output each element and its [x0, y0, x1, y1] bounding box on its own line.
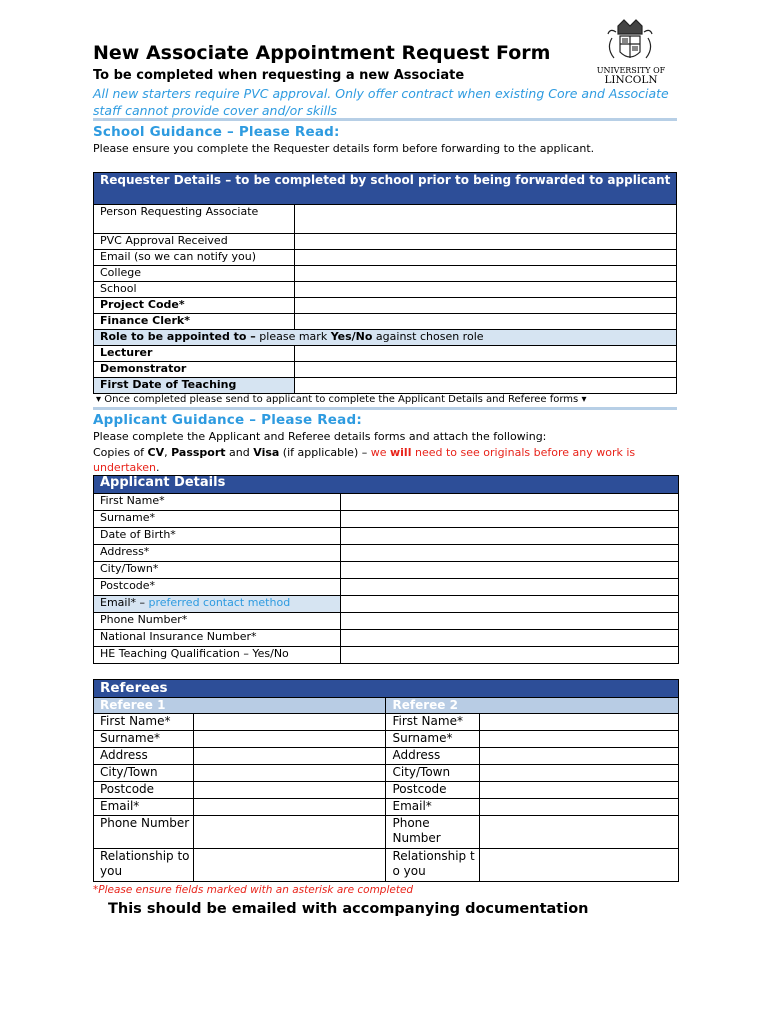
- ref2-label: Phone Number: [386, 816, 480, 849]
- applicant-table: [93, 475, 679, 664]
- ref1-label: Postcode: [94, 782, 194, 799]
- applicant-guidance-text: Please complete the Applicant and Referee details forms and attach the following: Copies of CV, Passport and Visa (if applicable) – we will need to see originals before any work is undertaken.: [93, 430, 636, 474]
- requester-input[interactable]: [294, 282, 676, 298]
- ref2-input[interactable]: [480, 748, 679, 765]
- applicant-label: Address*: [94, 545, 341, 562]
- requester-input[interactable]: [294, 298, 676, 314]
- ref1-input[interactable]: [193, 782, 386, 799]
- university-logo: [596, 18, 666, 84]
- applicant-label: National Insurance Number*: [94, 630, 341, 647]
- requester-label: College: [94, 266, 295, 282]
- applicant-label: Postcode*: [94, 579, 341, 596]
- referee-1-heading: Referee 1: [94, 698, 386, 714]
- logo-name-text: LINCOLN: [604, 74, 658, 84]
- applicant-input[interactable]: [340, 545, 678, 562]
- role-mid: please mark: [255, 330, 331, 343]
- ref2-input[interactable]: [480, 849, 679, 882]
- ref2-label: First Name*: [386, 714, 480, 731]
- role-instruction: [94, 330, 677, 346]
- ref1-input[interactable]: [193, 816, 386, 849]
- ref1-label: Email*: [94, 799, 194, 816]
- referees-table: [93, 679, 679, 882]
- ref2-label: City/Town: [386, 765, 480, 782]
- requester-label: Person Requesting Associate: [94, 205, 295, 234]
- role-end: against chosen role: [372, 330, 484, 343]
- pvc-note: All new starters require PVC approval. Only offer contract when existing Core and Associate staff cannot provide cover and/or skills: [93, 86, 669, 118]
- role-input[interactable]: [294, 378, 676, 394]
- requester-label: Project Code*: [94, 298, 295, 314]
- ref1-input[interactable]: [193, 849, 386, 882]
- ref2-input[interactable]: [480, 816, 679, 849]
- applicant-label: First Name*: [94, 494, 341, 511]
- ref2-label: Postcode: [386, 782, 480, 799]
- ref2-label: Surname*: [386, 731, 480, 748]
- applicant-guidance-heading: Applicant Guidance – Please Read:: [93, 412, 362, 428]
- requester-input[interactable]: [294, 266, 676, 282]
- ref2-label: Relationship to you: [386, 849, 480, 882]
- email-label: Email* – preferred contact method: [94, 596, 341, 613]
- logo-top-text: UNIVERSITY OF: [596, 66, 666, 75]
- divider: [93, 407, 677, 410]
- requester-input[interactable]: [294, 234, 676, 250]
- requester-table: [93, 172, 677, 394]
- applicant-label: Surname*: [94, 511, 341, 528]
- applicant-label: HE Teaching Qualification – Yes/No: [94, 647, 341, 664]
- ref2-label: Email*: [386, 799, 480, 816]
- requester-footer-note: ▾ Once completed please send to applicant to complete the Applicant Details and Referee forms ▾: [96, 394, 587, 405]
- ref2-input[interactable]: [480, 765, 679, 782]
- requester-header: Requester Details – to be completed by school prior to being forwarded to applicant: [94, 173, 677, 205]
- requester-label: School: [94, 282, 295, 298]
- role-yesno: Yes/No: [330, 330, 373, 343]
- requester-input[interactable]: [294, 205, 676, 234]
- page-title: New Associate Appointment Request Form: [93, 42, 551, 64]
- applicant-input[interactable]: [340, 511, 678, 528]
- ref1-input[interactable]: [193, 799, 386, 816]
- ref2-input[interactable]: [480, 714, 679, 731]
- ref1-label: Surname*: [94, 731, 194, 748]
- page-subtitle: To be completed when requesting a new Associate: [93, 68, 465, 83]
- ref1-input[interactable]: [193, 714, 386, 731]
- applicant-input[interactable]: [340, 647, 678, 664]
- ref2-input[interactable]: [480, 782, 679, 799]
- role-input[interactable]: [294, 362, 676, 378]
- applicant-input[interactable]: [340, 613, 678, 630]
- requester-input[interactable]: [294, 250, 676, 266]
- ref1-input[interactable]: [193, 731, 386, 748]
- referee-2-heading: Referee 2: [386, 698, 679, 714]
- applicant-input[interactable]: [340, 494, 678, 511]
- email-documentation-note: This should be emailed with accompanying documentation: [108, 901, 589, 917]
- applicant-input[interactable]: [340, 579, 678, 596]
- ref2-input[interactable]: [480, 731, 679, 748]
- ref1-label: First Name*: [94, 714, 194, 731]
- ref2-input[interactable]: [480, 799, 679, 816]
- arrow-down-icon: ▾: [96, 394, 102, 405]
- asterisk-note: *Please ensure fields marked with an asterisk are completed: [93, 884, 414, 896]
- arrow-down-icon: ▾: [581, 394, 587, 405]
- requester-label: Finance Clerk*: [94, 314, 295, 330]
- applicant-input[interactable]: [340, 596, 678, 613]
- requester-label: PVC Approval Received: [94, 234, 295, 250]
- crest-icon: [596, 18, 666, 84]
- applicant-label: Phone Number*: [94, 613, 341, 630]
- ref1-input[interactable]: [193, 748, 386, 765]
- referees-header: Referees: [94, 680, 679, 698]
- role-bold: Role to be appointed to –: [100, 330, 256, 343]
- ref1-label: Relationship to you: [94, 849, 194, 882]
- ref1-label: Address: [94, 748, 194, 765]
- applicant-header: Applicant Details: [94, 476, 679, 494]
- applicant-input[interactable]: [340, 562, 678, 579]
- requester-label: Email (so we can notify you): [94, 250, 295, 266]
- school-guidance-text: Please ensure you complete the Requester details form before forwarding to the applicant.: [93, 142, 595, 155]
- applicant-label: City/Town*: [94, 562, 341, 579]
- school-guidance-heading: School Guidance – Please Read:: [93, 124, 340, 140]
- role-label: First Date of Teaching: [94, 378, 295, 394]
- role-label: Demonstrator: [94, 362, 295, 378]
- divider: [93, 118, 677, 121]
- applicant-label: Date of Birth*: [94, 528, 341, 545]
- role-label: Lecturer: [94, 346, 295, 362]
- applicant-input[interactable]: [340, 528, 678, 545]
- ref1-label: Phone Number: [94, 816, 194, 849]
- requester-input[interactable]: [294, 314, 676, 330]
- role-input[interactable]: [294, 346, 676, 362]
- ref1-input[interactable]: [193, 765, 386, 782]
- ref2-label: Address: [386, 748, 480, 765]
- ref1-label: City/Town: [94, 765, 194, 782]
- applicant-input[interactable]: [340, 630, 678, 647]
